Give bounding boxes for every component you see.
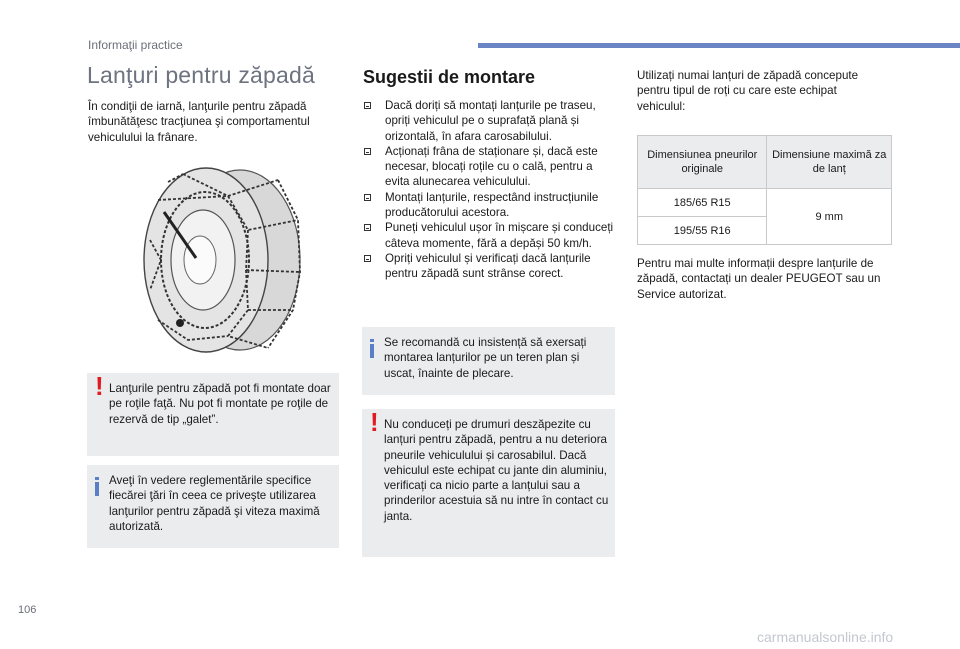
info-i-icon <box>95 477 99 495</box>
list-item: Dacă doriți să montați lanțurile pe traseu, opriți vehiculul pe o suprafață plană și orizontală, în afara carosabilului. <box>363 98 615 144</box>
table-header-max-link: Dimensiune maximă za de lanț <box>767 136 892 189</box>
page-number: 106 <box>18 604 37 616</box>
warning-front-wheels-text: Lanţurile pentru zăpadă pot fi montate doar pe roţile faţă. Nu pot fi montate pe roţile de rezervă de tip „galet”. <box>109 382 331 426</box>
checkbox-bullet-icon <box>364 148 371 155</box>
list-item: Opriți vehiculul și verificați dacă lanțurile pentru zăpadă sunt strânse corect. <box>363 251 615 282</box>
intro-paragraph: În condiţii de iarnă, lanţurile pentru zăpadă îmbunătăţesc tracţiunea şi comportamentul vehiculului la frânare. <box>88 100 310 144</box>
warning-exclamation-icon: ! <box>95 371 104 401</box>
list-item: Montați lanțurile, respectând instrucțiunile producătorului acestora. <box>363 190 615 221</box>
table-cell-max-link: 9 mm <box>767 189 892 245</box>
checkbox-bullet-icon <box>364 194 371 201</box>
info-regulations-text: Aveţi în vedere reglementările specifice fiecărei ţări în ceea ce priveşte utilizarea lanţurilor pentru zăpadă şi viteza maximă autorizată. <box>109 474 320 533</box>
info-practice-text: Se recomandă cu insistență să exersați montarea lanțurilor pe un teren plan și uscat, înainte de plecare. <box>384 336 587 380</box>
list-item: Puneți vehiculul ușor în mișcare și conduceți câteva momente, fără a depăși 50 km/h. <box>363 220 615 251</box>
chain-type-intro: Utilizați numai lanțuri de zăpadă concepute pentru tipul de roți cu care este echipat vehiculul: <box>637 69 859 113</box>
page-title: Lanţuri pentru zăpadă <box>87 62 315 88</box>
warning-exclamation-icon: ! <box>370 407 379 437</box>
warning-cleared-roads-text: Nu conduceți pe drumuri deszăpezite cu lanțuri pentru zăpadă, pentru a nu deteriora pneurile vehiculului și carosabilul. Dacă vehiculul este echipat cu jante din aluminiu, verificați ca nicio parte a lanțului sau a prinderilor acestuia să nu intre în contact cu janta. <box>384 418 609 523</box>
checkbox-bullet-icon <box>364 255 371 262</box>
warning-cleared-roads-box <box>362 409 615 557</box>
table-cell-tire: 195/55 R16 <box>638 217 767 245</box>
section-title-mounting: Sugestii de montare <box>363 67 536 87</box>
mounting-steps-list <box>363 98 615 282</box>
table-row <box>638 189 892 217</box>
info-regulations-box <box>87 465 339 548</box>
table-cell-tire: 185/65 R15 <box>638 189 767 217</box>
more-info-paragraph: Pentru mai multe informații despre lanțurile de zăpadă, contactați un dealer PEUGEOT sau un Service autorizat. <box>637 257 881 301</box>
checkbox-bullet-icon <box>364 224 371 231</box>
site-watermark: carmanualsonline.info <box>757 629 894 645</box>
tire-snow-chain-illustration <box>128 160 313 360</box>
warning-front-wheels-box <box>87 373 339 456</box>
info-practice-box <box>362 327 615 395</box>
checkbox-bullet-icon <box>364 102 371 109</box>
info-i-icon <box>370 339 374 357</box>
chain-size-table <box>637 135 892 245</box>
header-accent-bar <box>478 43 960 48</box>
section-header: Informaţii practice <box>88 38 183 52</box>
table-header-tire-size: Dimensiunea pneurilor originale <box>638 136 767 189</box>
list-item: Acționați frâna de staționare și, dacă este necesar, blocați roțile cu o cală, pentru a evita alunecarea vehiculului. <box>363 144 615 190</box>
